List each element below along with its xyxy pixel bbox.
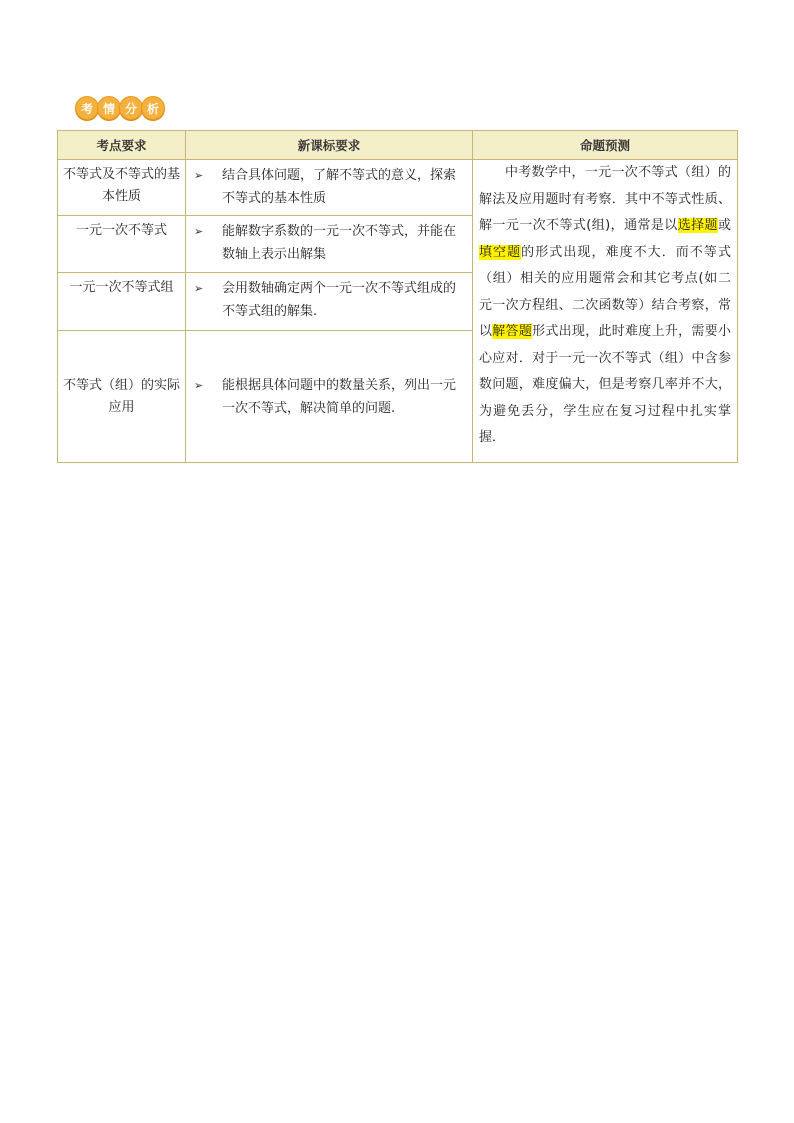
table-header-row bbox=[58, 131, 738, 160]
badge-char: 析 bbox=[141, 96, 165, 120]
exam-analysis-table bbox=[57, 130, 738, 463]
badge-char: 考 bbox=[75, 96, 99, 120]
section-badge-kaoqingfenxi bbox=[75, 96, 163, 120]
prediction-cell bbox=[473, 160, 738, 463]
header-topic: 考点要求 bbox=[58, 131, 186, 160]
badge-char: 分 bbox=[119, 96, 143, 120]
topic-cell: 不等式及不等式的基本性质 bbox=[58, 160, 186, 215]
arrow-bullet-icon: ➢ bbox=[194, 378, 204, 392]
prediction-text: 中考数学中，一元一次不等式（组）的解法及应用题时有考察．其中不等式性质、解一元一次不等式(组)，通常是以选择题或填空题的形式出现，难度不大．而不等式（组）相关的应用题常会和其它考点(如二元一次方程组、二次函数等）结合考察，常以解答题形式出现，此时难度上升，需要小心应对．对于一元一次不等式（组）中含参数问题，难度偏大，但是考察几率并不大，为避免丢分，学生应在复习过程中扎实掌握． bbox=[479, 165, 731, 446]
topic-cell: 一元一次不等式 bbox=[58, 215, 186, 272]
highlight-fill: 填空题 bbox=[479, 244, 522, 260]
arrow-bullet-icon: ➢ bbox=[194, 169, 204, 183]
topic-cell: 不等式（组）的实际应用 bbox=[58, 331, 186, 463]
requirement-text: 结合具体问题，了解不等式的意义，探索不等式的基本性质 bbox=[222, 168, 457, 207]
header-requirement: 新课标要求 bbox=[186, 131, 473, 160]
requirement-cell bbox=[186, 331, 473, 463]
requirement-cell bbox=[186, 160, 473, 215]
requirement-cell bbox=[186, 272, 473, 330]
requirement-text: 会用数轴确定两个一元一次不等式组成的不等式组的解集. bbox=[222, 280, 457, 319]
highlight-answer: 解答题 bbox=[492, 324, 533, 340]
table-row bbox=[58, 160, 738, 215]
badge-char: 情 bbox=[97, 96, 121, 120]
highlight-choice: 选择题 bbox=[677, 218, 718, 234]
requirement-cell bbox=[186, 215, 473, 272]
requirement-text: 能解数字系数的一元一次不等式，并能在数轴上表示出解集 bbox=[222, 223, 457, 262]
arrow-bullet-icon: ➢ bbox=[194, 281, 204, 295]
header-prediction: 命题预测 bbox=[473, 131, 738, 160]
topic-cell: 一元一次不等式组 bbox=[58, 272, 186, 330]
requirement-text: 能根据具体问题中的数量关系，列出一元一次不等式，解决简单的问题. bbox=[222, 377, 457, 416]
arrow-bullet-icon: ➢ bbox=[194, 224, 204, 238]
